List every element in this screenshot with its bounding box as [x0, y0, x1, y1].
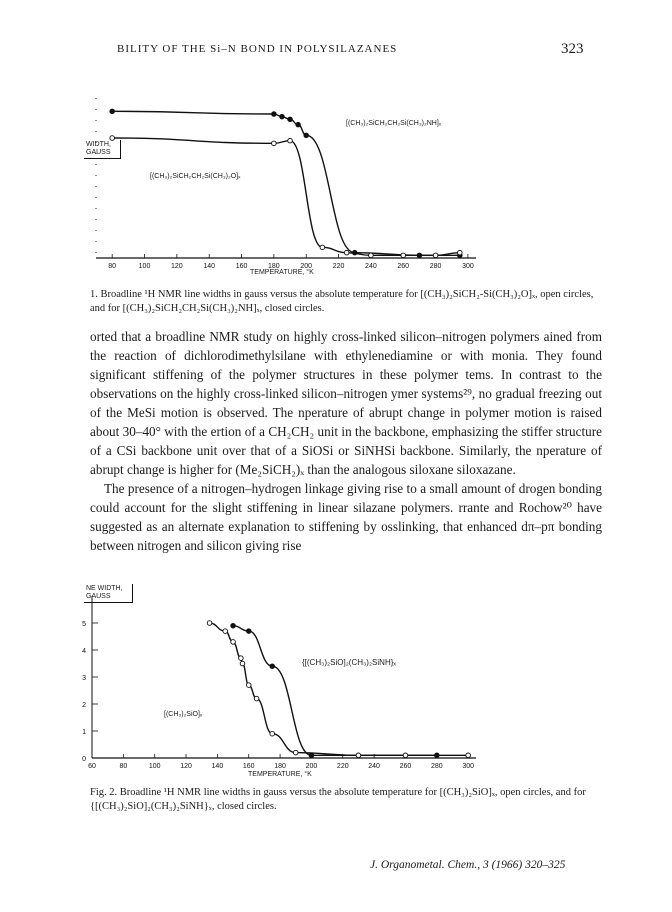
x-tick-label: 260: [399, 763, 412, 770]
open-circle-point: [240, 661, 245, 666]
x-tick-label: 260: [397, 263, 410, 270]
closed-circle-point: [280, 114, 285, 119]
closed-circle-point: [309, 753, 314, 758]
open-circle-point: [320, 245, 325, 250]
x-tick-label: 160: [235, 263, 248, 270]
page-number: 323: [561, 41, 584, 57]
x-tick-label: 140: [211, 763, 224, 770]
figure-2-plot: [84, 578, 504, 783]
figure-2-ylabel: NE WIDTH, GAUSS: [84, 584, 133, 603]
journal-citation: J. Organometal. Chem., 3 (1966) 320–325: [370, 859, 566, 871]
closed-circle-point: [288, 117, 293, 122]
y-tick-label: 5: [82, 621, 86, 628]
figure-1: [84, 80, 504, 280]
figure-2: [84, 578, 504, 783]
series-curve-1: [210, 623, 469, 755]
figure-1-ylabel: WIDTH, GAUSS: [84, 140, 121, 159]
closed-circle-point: [296, 122, 301, 127]
paragraph-1: orted that a broadline NMR study on highly cross-linked silicon–nitrogen polymers ained from the reaction of dichlorodimethylsilane with ethylenediamine or with monia. They found significant stiffening of the polymer structures in these polymer tems. In contrast to the observations on the highly cross-linked silicon–nitrogen ymer systems²⁹, no gradual freezing out of the MeSi motion is observed. The nperature of abrupt change in polymer motion is raised about 30–40° with the ertion of a CH₂CH₂ unit in the backbone, emphasizing the stiffer structure of a CSi backbone unit over that of a SiOSi or SiNHSi backbone. Similarly, the nperature of abrupt change is higher for (Me₂SiCH₂)ₓ than the analogous siloxane siloxazane.: [90, 329, 602, 477]
open-circle-point: [401, 253, 406, 258]
y-tick-label: 2: [82, 702, 86, 709]
x-tick-label: 100: [148, 763, 161, 770]
open-circle-point: [466, 753, 471, 758]
figure-1-plot: [84, 80, 504, 280]
x-tick-label: 160: [242, 763, 255, 770]
x-tick-label: 180: [268, 263, 280, 270]
y-tick-label: 3: [82, 675, 86, 682]
x-tick-label: 280: [430, 763, 443, 770]
x-tick-label: 80: [108, 263, 117, 270]
y-tick-label: 1: [82, 729, 86, 736]
closed-circle-point: [304, 133, 309, 138]
figure-1-xlabel: TEMPERATURE, °K: [250, 269, 314, 276]
open-circle-point: [254, 696, 259, 701]
series-curve-0: [112, 111, 460, 255]
open-circle-point: [272, 141, 277, 146]
x-tick-label: 60: [88, 763, 96, 770]
series-curve-0: [233, 626, 437, 756]
figure-2-xlabel: TEMPERATURE, °K: [248, 771, 312, 778]
x-tick-label: 200: [305, 763, 318, 770]
figure-2-caption: Fig. 2. Broadline ¹H NMR line widths in gauss versus the absolute temperature for [(CH₃)₂SiO]ₓ, open circles, and for {[(CH₃)₂SiO]₂(CH₃)₂SiNH}ₓ, closed circles.: [90, 787, 586, 812]
open-circle-point: [239, 656, 244, 661]
closed-circle-point: [246, 629, 251, 634]
open-circle-point: [344, 250, 349, 255]
figure-2-label-open: [(CH₃)₂SiO]ₓ: [164, 711, 203, 718]
open-circle-point: [246, 683, 251, 688]
x-tick-label: 220: [332, 263, 345, 270]
open-circle-point: [270, 731, 275, 736]
open-circle-point: [223, 629, 228, 634]
open-circle-point: [207, 621, 212, 626]
closed-circle-point: [435, 753, 440, 758]
body-text: [90, 327, 602, 555]
open-circle-point: [403, 753, 408, 758]
x-tick-label: 120: [171, 263, 183, 270]
x-tick-label: 220: [336, 763, 349, 770]
figure-2-label-closed: {[(CH₃)₂SiO]₂(CH₃)₂SiNH}ₓ: [302, 658, 397, 667]
x-tick-label: 240: [365, 263, 377, 270]
figure-1-caption: 1. Broadline ¹H NMR line widths in gauss versus the absolute temperature for [(CH₃)₂SiCH₂-Si(CH₃)₂O]ₓ, open circles, and for [(CH₃)₂SiCH₂CH₂Si(CH₃)₂NH]ₓ, closed circles.: [90, 289, 594, 314]
open-circle-point: [369, 253, 374, 258]
x-tick-label: 300: [462, 763, 475, 770]
paragraph-2: The presence of a nitrogen–hydrogen linkage giving rise to a small amount of drogen bonding could account for the slight stiffening in linear silazane polymers. rrante and Rochow²⁰ have suggested as an alternate explanation to stiffening by osslinking, that enhanced dπ–pπ bonding between nitrogen and silicon giving rise: [90, 481, 602, 553]
x-tick-label: 280: [429, 263, 442, 270]
x-tick-label: 180: [274, 763, 286, 770]
y-tick-label: 0: [82, 756, 86, 763]
open-circle-point: [356, 753, 361, 758]
x-tick-label: 80: [119, 763, 128, 770]
closed-circle-point: [352, 250, 357, 255]
closed-circle-point: [272, 112, 277, 117]
closed-circle-point: [231, 623, 236, 628]
open-circle-point: [458, 250, 463, 255]
closed-circle-point: [417, 253, 422, 258]
closed-circle-point: [270, 664, 275, 669]
running-title: BILITY OF THE Si–N BOND IN POLYSILAZANES: [117, 43, 398, 55]
x-tick-label: 120: [180, 763, 192, 770]
open-circle-point: [288, 138, 293, 143]
x-tick-label: 100: [138, 263, 151, 270]
open-circle-point: [231, 640, 236, 645]
open-circle-point: [293, 750, 298, 755]
open-circle-point: [433, 253, 438, 258]
figure-1-label-open: [(CH₃)₂SiCH₂CH₂Si(CH₃)₂O]ₓ: [150, 173, 241, 180]
figure-1-label-closed: [(CH₃)₂SiCH₂CH₂Si(CH₃)₂NH]ₓ: [346, 120, 442, 127]
x-tick-label: 140: [203, 263, 216, 270]
x-tick-label: 300: [462, 263, 474, 270]
x-tick-label: 200: [300, 263, 313, 270]
y-tick-label: 4: [82, 648, 86, 655]
x-tick-label: 240: [368, 763, 380, 770]
closed-circle-point: [110, 109, 115, 114]
series-curve-1: [112, 138, 460, 255]
